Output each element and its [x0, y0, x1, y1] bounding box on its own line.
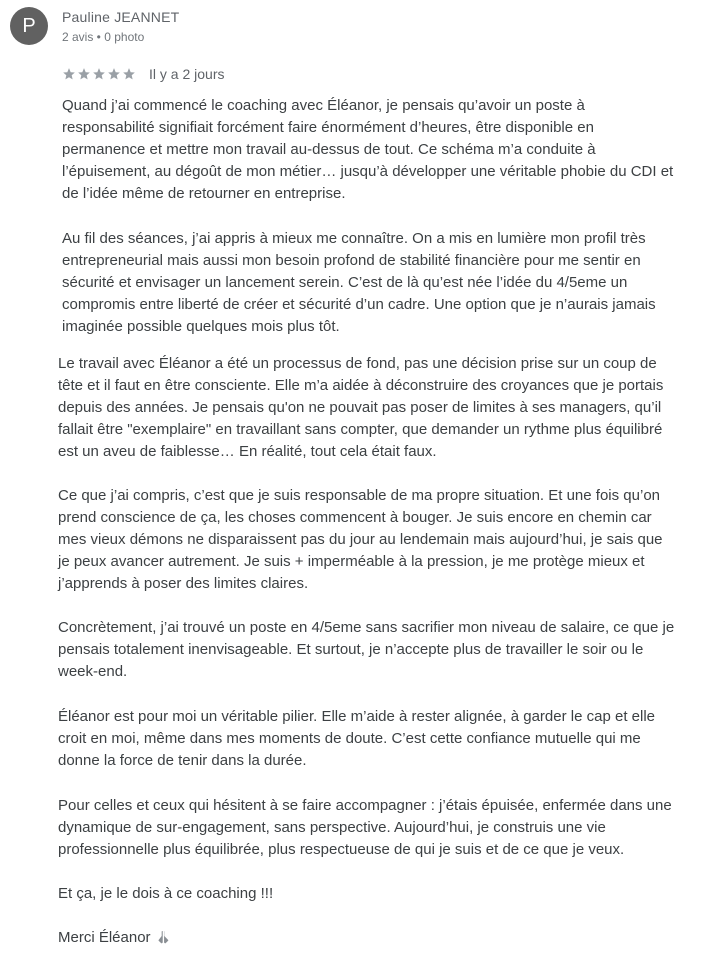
star-icon	[107, 67, 121, 81]
review-paragraph: Concrètement, j’ai trouvé un poste en 4/5eme sans sacrifier mon niveau de salaire, ce que je pensais totalement inenvisageable. Et surtout, je n’accepte plus de travailler le soir ou le week-end.	[58, 619, 675, 680]
review-paragraph: Pour celles et ceux qui hésitent à se faire accompagner : j’étais épuisée, enfermée dans une dynamique de sur-engagement, sans perspective. Aujourd’hui, je construis une vie professionnelle plus équilibrée, plus respectueuse de qui je suis et de ce que je veux.	[58, 797, 672, 858]
avatar[interactable]: P	[10, 7, 48, 45]
review-closing	[58, 927, 713, 949]
review-paragraph: Au fil des séances, j’ai appris à mieux me connaître. On a mis en lumière mon profil très entrepreneurial mais aussi mon besoin profond de stabilité financière pour me sentir en sécurité et envisager un lancement serein. C’est de là qu’est née l’idée du 4/5eme un compromis entre liberté de créer et sécurité d’un cadre. Une option que je n’aurais jamais imaginée possible quelques mois plus tôt.	[62, 230, 656, 335]
review-paragraph: Le travail avec Éléanor a été un processus de fond, pas une décision prise sur un coup de tête et il faut en être consciente. Elle m’a aidée à déconstruire des croyances que je portais depuis des années. Je pensais qu'on ne pouvait pas poser de limites à ses managers, qu’il fallait être "exemplaire" en travaillant sans compter, que demander un rythme plus équilibré est un aveu de faiblesse… En réalité, tout cela était faux.	[58, 355, 664, 460]
reviewer-name[interactable]: Pauline JEANNET	[62, 9, 180, 25]
star-icon	[62, 67, 76, 81]
review-paragraph: Quand j’ai commencé le coaching avec Éléanor, je pensais qu’avoir un poste à responsabilité signifiait forcément faire énormément d’heures, être disponible en permanence et mettre mon travail au-dessus de tout. Ce schéma m’a conduite à l’épuisement, au dégoût de mon métier… jusqu’à développer une véritable phobie du CDI et de l’idée même de retourner en entreprise.	[62, 97, 674, 202]
star-icon	[122, 67, 136, 81]
star-icon	[92, 67, 106, 81]
review-paragraph: Ce que j’ai compris, c’est que je suis responsable de ma propre situation. Et une fois qu’on prend conscience de ça, les choses commencent à bouger. Je suis encore en chemin car mes vieux démons ne disparaissent pas du jour au lendemain mais aujourd’hui, je sais que je peux avancer autrement. Je suis + imperméable à la pression, je me protège mieux et j’apprends à poser des limites claires.	[58, 487, 663, 592]
reviewer-meta: 2 avis • 0 photo	[62, 30, 145, 44]
star-rating	[62, 67, 136, 81]
review-date: Il y a 2 jours	[149, 66, 225, 82]
rating-row	[62, 64, 224, 84]
closing-text: Merci Éléanor	[58, 929, 151, 946]
folded-hands-icon	[155, 929, 171, 945]
review-paragraph: Et ça, je le dois à ce coaching !!!	[58, 885, 274, 902]
review-paragraph: Éléanor est pour moi un véritable pilier. Elle m’aide à rester alignée, à garder le cap et elle croit en moi, même dans mes moments de doute. C’est cette confiance mutuelle qui me donne la force de tenir dans la durée.	[58, 708, 655, 769]
star-icon	[77, 67, 91, 81]
